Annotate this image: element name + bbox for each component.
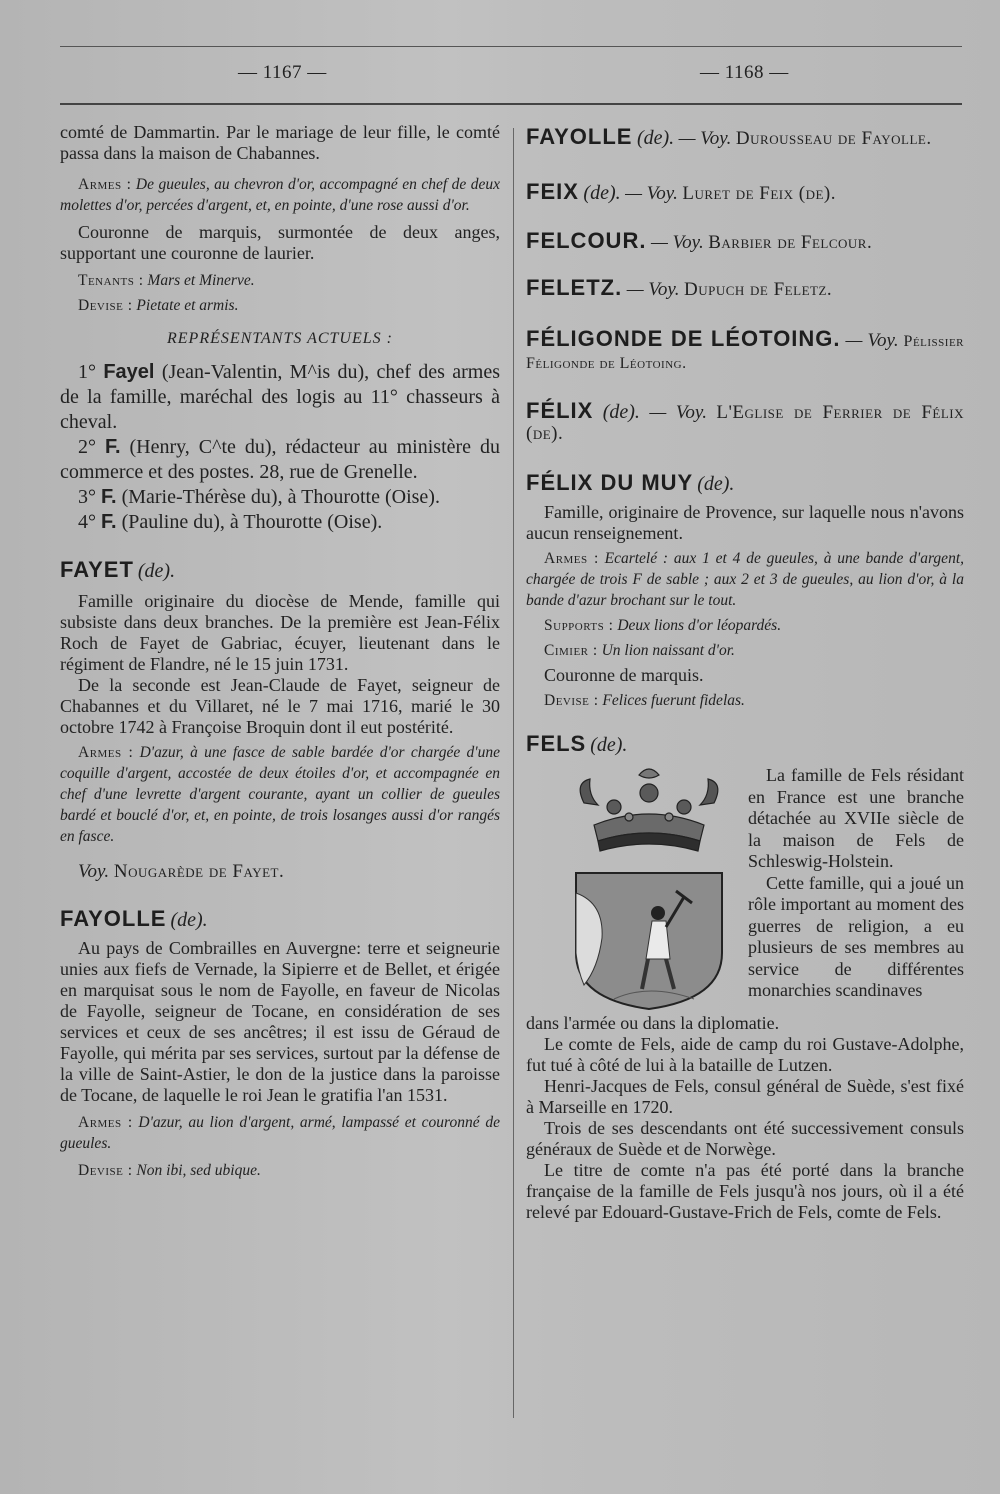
e6-title: FÉLIX [526, 398, 594, 423]
fayolle-devise-label: Devise : [78, 1162, 133, 1179]
top-rule [60, 46, 962, 47]
entry-felcour [526, 230, 964, 253]
fayet-arms-text: D'azur, à une fasce de sable bardée d'or chargée d'une coquille d'argent, accostée de deux étoiles d'or, et accompagnée en chef d'une levrette d'argent courante, ayant un collier de gueules bardé et bouclé d'or, et, en pointe, de trois losanges aussi d'or rangés en fasce. [60, 744, 500, 845]
column-divider [513, 128, 514, 1418]
arms-text: De gueules, au chevron d'or, accompagné en chef de deux molettes d'or, percées d'argent, et, en pointe, d'une rose aussi d'or. [60, 176, 501, 214]
fels-particle: (de). [590, 734, 628, 756]
fayolle-arms-text: D'azur, au lion d'argent, armé, lampassé et couronné de gueules. [60, 1114, 500, 1152]
representants-title: REPRÉSENTANTS ACTUELS : [167, 330, 393, 347]
e6-voy: — Voy. [649, 402, 707, 423]
fels-paragraph-2: Cette famille, qui a joué un rôle important au moment des guerres de religion, a eu plusieurs de ses membres au service de différentes monarchies scandinaves [748, 872, 964, 1000]
e1-particle: (de). [636, 127, 675, 149]
fels-illustrated-block [526, 763, 964, 1013]
right-column [526, 126, 964, 1223]
e6-ref: L'Eglise de Ferrier de Félix (de). [526, 402, 965, 444]
fayolle-heading [60, 906, 500, 932]
intro-paragraph: comté de Dammartin. Par le mariage de leur fille, le comté passa dans la maison de Chabannes. [60, 122, 500, 163]
fayolle-arms [60, 1112, 500, 1154]
rep3-number: 3° [78, 486, 96, 508]
tenants-label: Tenants : [78, 272, 144, 289]
fayet-voy-ref: Nougarède de Fayet. [113, 861, 285, 882]
entry-feligonde [526, 328, 964, 374]
e4-voy: — Voy. [626, 279, 680, 300]
rep1-name: Fayel [103, 361, 155, 383]
fels-paragraph-5: Trois de ses descendants ont été successivement consuls généraux de Suède et de Norwège. [526, 1118, 964, 1159]
muy-cimier [526, 640, 964, 661]
representative-3 [60, 485, 500, 510]
e2-title: FEIX [526, 179, 579, 204]
devise-line [60, 295, 500, 316]
entry-fayolle-ref [526, 126, 964, 149]
fayolle-title: FAYOLLE [60, 906, 167, 931]
fayolle-devise-text: Non ibi, sed ubique. [136, 1162, 261, 1179]
left-column [60, 122, 500, 1181]
fels-title: FELS [526, 731, 587, 756]
e5-title: FÉLIGONDE DE LÉOTOING. [526, 326, 841, 351]
e2-ref: Luret de Feix (de). [682, 183, 836, 204]
fels-paragraph-4: Henri-Jacques de Fels, consul général de Suède, s'est fixé à Marseille en 1720. [526, 1076, 964, 1117]
fels-paragraph-1: La famille de Fels résidant en France est une branche détachée au XVIIe siècle de la maison de Fels de Schleswig-Holstein. [748, 765, 964, 871]
crown-paragraph: Couronne de marquis, surmontée de deux anges, supportant une couronne de laurier. [60, 222, 500, 263]
muy-heading [526, 470, 964, 496]
arms-line [60, 174, 500, 216]
muy-cimier-label: Cimier : [544, 642, 598, 659]
fayet-voy-word: Voy. [78, 861, 110, 882]
rep4-details: (Pauline du), à Thourotte (Oise). [121, 511, 383, 533]
fayet-particle: (de). [137, 560, 176, 582]
muy-arms-text: Ecartelé : aux 1 et 4 de gueules, à une bande d'argent, chargée de trois F de sable ; aux 2 et 3 de gueules, au lion d'or, à la bande d'azur brochant sur le tout. [526, 550, 964, 609]
e3-title: FELCOUR. [526, 228, 647, 253]
tenants-text: Mars et Minerve. [147, 272, 255, 289]
e2-voy: — Voy. [625, 183, 678, 204]
representative-2 [60, 435, 500, 485]
muy-devise-text: Felices fuerunt fidelas. [602, 692, 745, 709]
e2-particle: (de). [583, 182, 621, 204]
arms-label: Armes : [78, 176, 132, 193]
fayolle-devise [60, 1160, 500, 1181]
right-page-number: — 1168 — [700, 62, 789, 83]
rep1-details: (Jean-Valentin, M^is du), chef des armes de la famille, maréchal des logis au 11° chasseurs à cheval. [60, 361, 501, 433]
fayet-title: FAYET [60, 557, 134, 582]
fayolle-paragraph: Au pays de Combrailles en Auvergne: terre et seigneurie unies aux fiefs de Vernade, la Sipierre et de Bellet, et érigée en marquisat sous le nom de Fayolle, en faveur de Nicolas de Fayolle, seigneur de Tocane, en considération de ses services et ceux de ses ancêtres; il est issu de Géraud de Fayolle, qui mérita par ses services, surtout par la défense de la ville de Saint-Astier, le don de la justice dans la paroisse de Tocane, de laquelle le roi Jean le gratifia l'an 1531. [60, 938, 500, 1105]
fayet-heading [60, 557, 500, 583]
e4-ref: Dupuch de Feletz. [684, 279, 833, 300]
rep2-name: F. [104, 436, 121, 458]
devise-text: Pietate et armis. [136, 297, 239, 314]
fayet-paragraph-2: De la seconde est Jean-Claude de Fayet, seigneur de Chabannes et du Villaret, né le 7 mai 1716, marié le 30 octobre 1742 à Françoise Broquin dont il eut postérité. [60, 675, 500, 737]
e5-voy: — Voy. [845, 330, 899, 351]
marquis-crown-icon [580, 769, 718, 851]
muy-devise [526, 690, 964, 711]
representative-4 [60, 510, 500, 535]
entry-felix [526, 400, 964, 444]
fels-wrapped-text [748, 765, 964, 1002]
e4-title: FELETZ. [526, 275, 623, 300]
e1-ref: Durousseau de Fayolle. [735, 128, 932, 149]
muy-arms [526, 548, 964, 611]
rep2-details: (Henry, C^te du), rédacteur au ministère du commerce et des postes. 28, rue de Grenelle. [60, 436, 500, 483]
rep1-number: 1° [78, 361, 96, 383]
muy-arms-label: Armes : [544, 550, 599, 567]
rep4-number: 4° [78, 511, 96, 533]
muy-supports-text: Deux lions d'or léopardés. [617, 617, 782, 634]
rep4-name: F. [101, 511, 117, 533]
e3-ref: Barbier de Felcour. [708, 232, 873, 253]
muy-cimier-text: Un lion naissant d'or. [601, 642, 735, 659]
muy-devise-label: Devise : [544, 692, 599, 709]
e6-particle: (de). [602, 401, 640, 423]
rep2-number: 2° [78, 436, 96, 458]
fels-paragraph-6: Le titre de comte n'a pas été porté dans la branche française de la famille de Fels jusqu'à nos jours, où il a été relevé par Edouard-Gustave-Frich de Fels, comte de Fels. [526, 1160, 964, 1222]
entry-feix [526, 181, 964, 204]
header-rule [60, 103, 962, 105]
muy-supports [526, 615, 964, 636]
fayolle-particle: (de). [170, 909, 208, 931]
fels-paragraph-3: Le comte de Fels, aide de camp du roi Gustave-Adolphe, fut tué à côté de lui à la bataille de Lutzen. [526, 1034, 964, 1075]
e1-title: FAYOLLE [526, 124, 633, 149]
e1-voy: — Voy. [678, 128, 732, 149]
muy-crown: Couronne de marquis. [544, 665, 704, 685]
fayet-paragraph-1: Famille originaire du diocèse de Mende, famille qui subsiste dans deux branches. De la première est Jean-Félix Roch de Fayet de Gabriac, écuyer, lieutenant dans le régiment de Flandre, né le 15 juin 1731. [60, 591, 500, 674]
e3-voy: — Voy. [650, 232, 704, 253]
fels-paragraph-2-continued: dans l'armée ou dans la diplomatie. [526, 1013, 780, 1033]
rep3-name: F. [101, 486, 117, 508]
muy-particle: (de). [697, 473, 735, 495]
fels-heading [526, 731, 964, 757]
fayet-arms-label: Armes : [78, 744, 134, 761]
tenants-line [60, 270, 500, 291]
fayet-see-also [60, 861, 500, 882]
rep3-details: (Marie-Thérèse du), à Thourotte (Oise). [121, 486, 440, 508]
fayet-arms [60, 742, 500, 847]
muy-supports-label: Supports : [544, 617, 614, 634]
representative-1 [60, 360, 500, 435]
e5-ref: Pélissier Féligonde de Léotoing. [526, 333, 965, 372]
left-page-number: — 1167 — [238, 62, 327, 83]
entry-feletz [526, 277, 964, 300]
devise-label: Devise : [78, 297, 133, 314]
muy-paragraph: Famille, originaire de Provence, sur laquelle nous n'avons aucun renseignement. [526, 502, 964, 543]
coat-of-arms-shield-icon [576, 873, 722, 1009]
fayolle-arms-label: Armes : [78, 1114, 133, 1131]
muy-title: FÉLIX DU MUY [526, 470, 694, 495]
coat-of-arms-illustration [554, 763, 744, 1013]
